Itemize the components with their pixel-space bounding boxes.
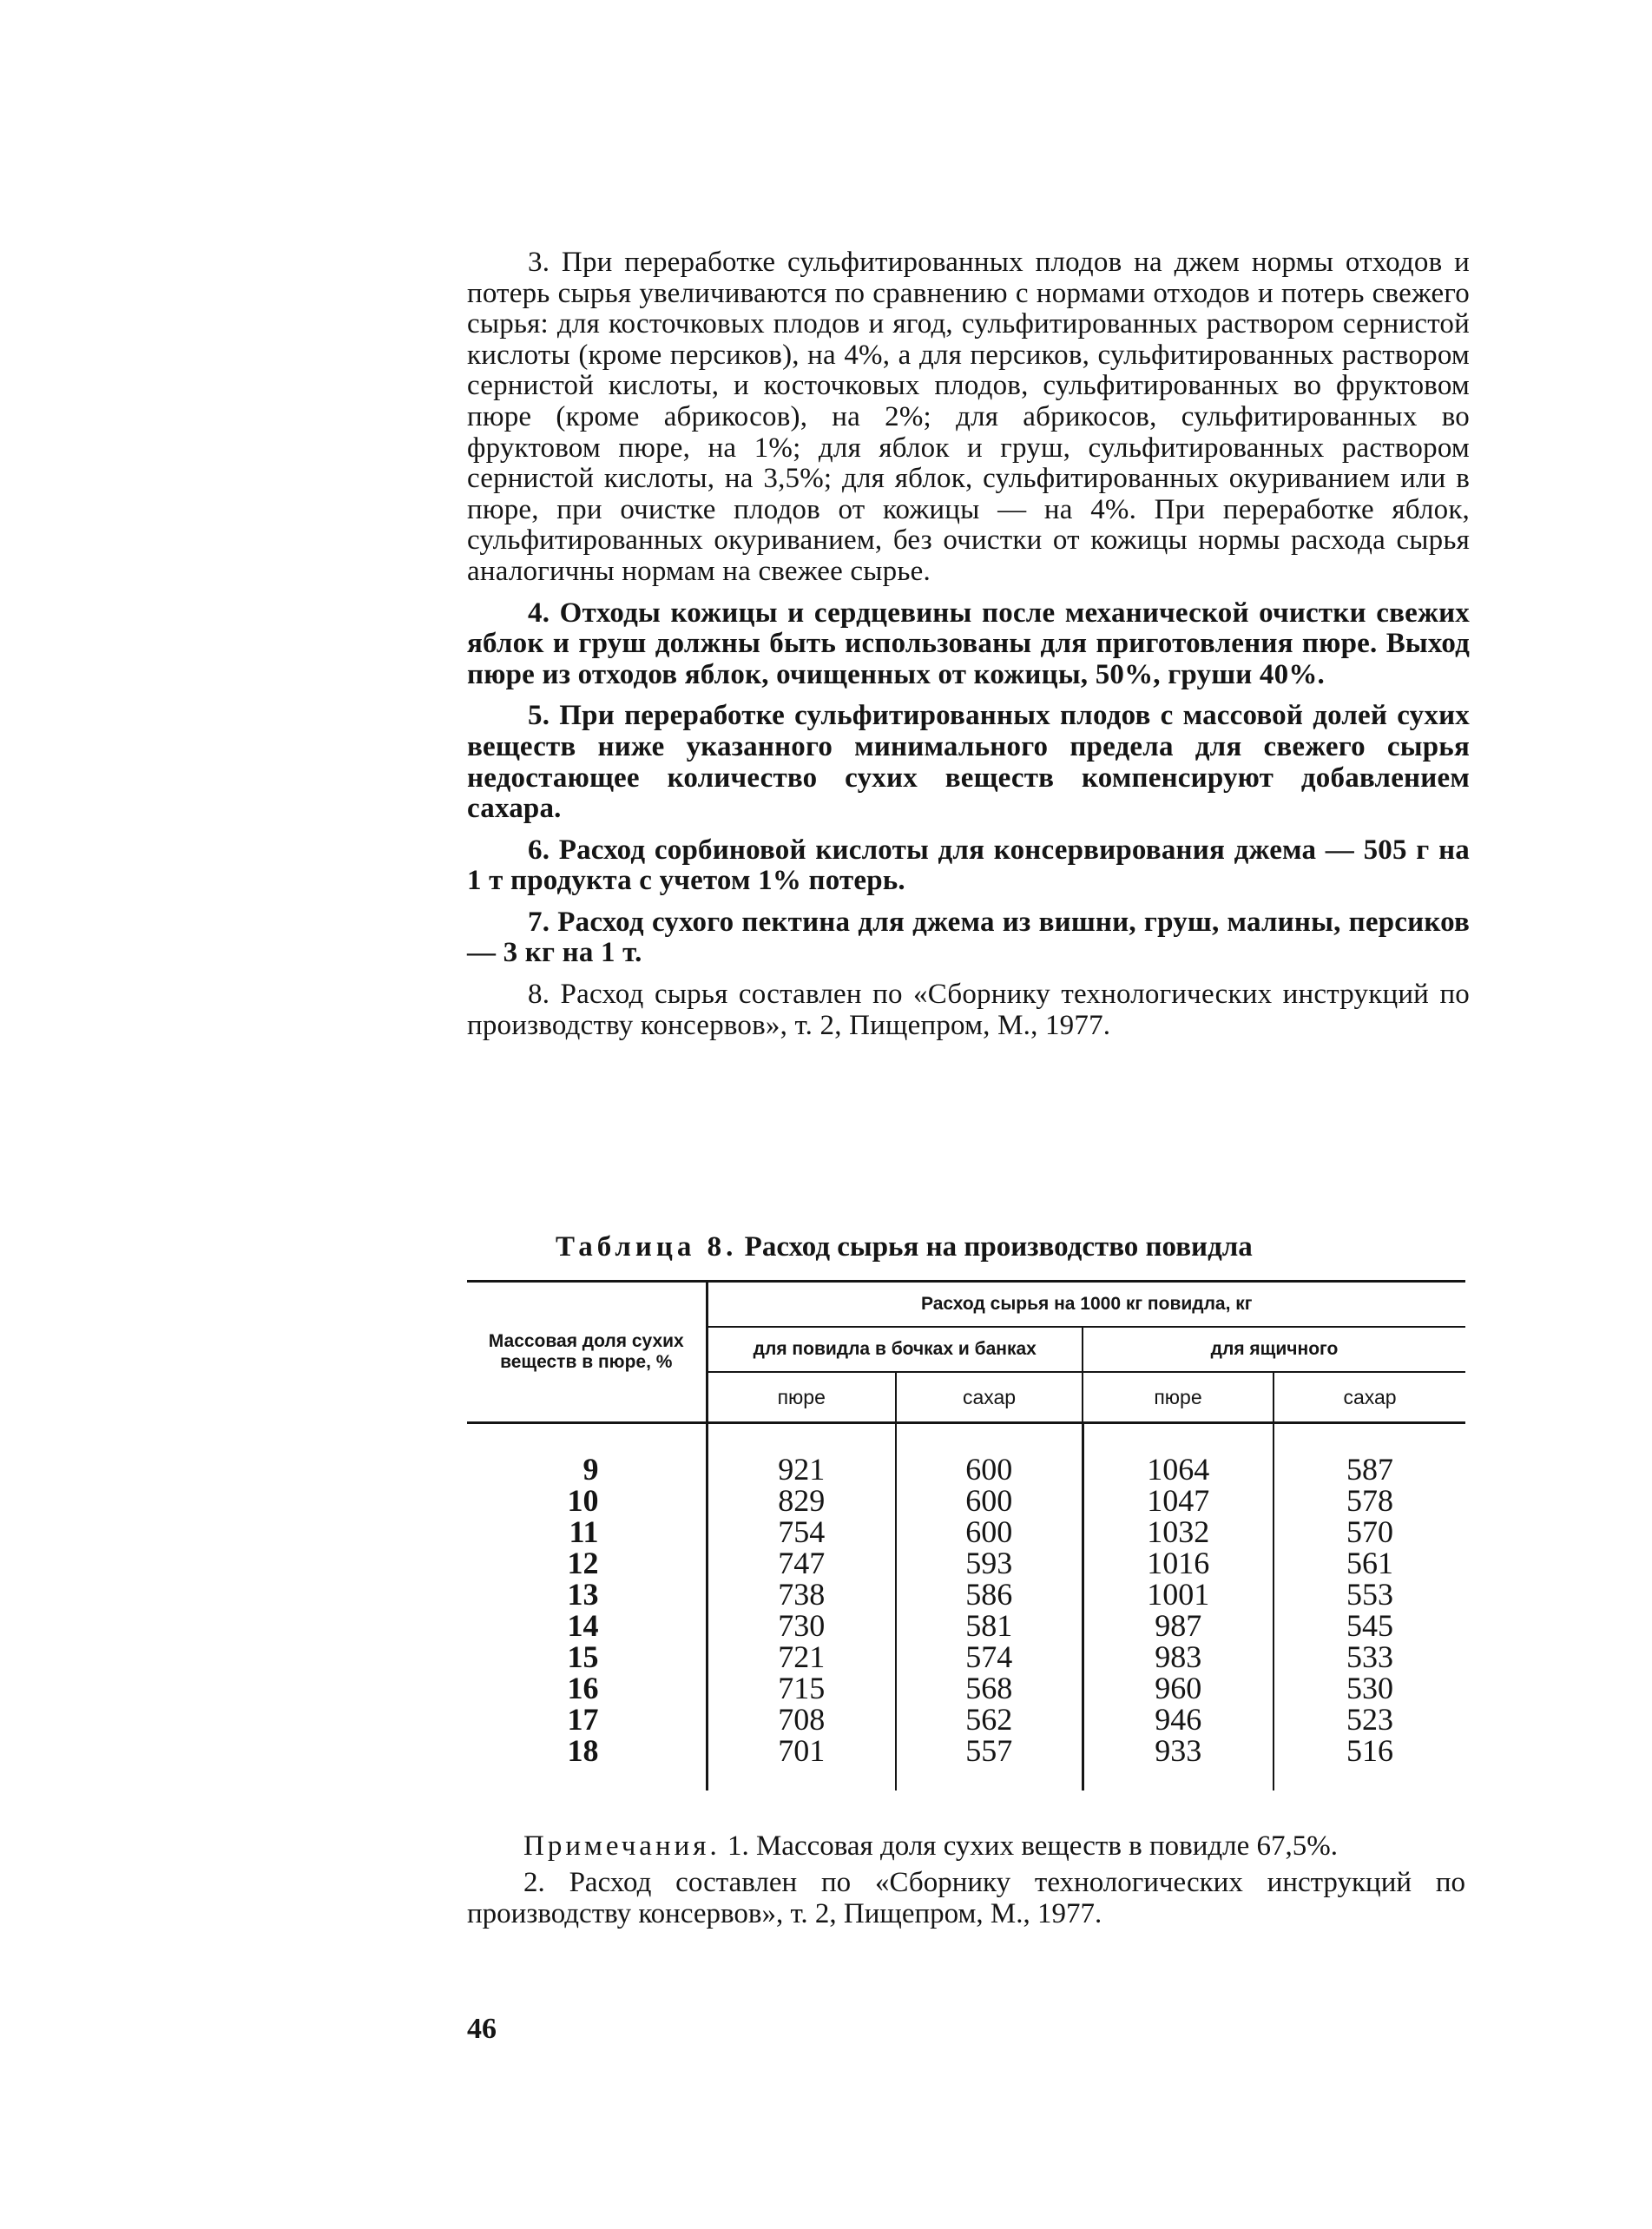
cell-puree-boxed: 1047 (1083, 1485, 1274, 1516)
cell-dry-matter: 15 (467, 1641, 707, 1672)
cell-puree-boxed: 1032 (1083, 1516, 1274, 1547)
cell-puree-barrels: 754 (707, 1516, 896, 1547)
cell-sugar-boxed: 530 (1346, 1671, 1393, 1705)
cell-sugar-boxed: 545 (1346, 1608, 1393, 1643)
cell-dry-matter: 12 (467, 1547, 707, 1579)
note-1-text: 1. Массовая доля сухих веществ в повидле 67,5%. (727, 1830, 1339, 1862)
header-sugar-2: сахар (1343, 1386, 1397, 1408)
cell-sugar-barrels: 574 (896, 1641, 1083, 1672)
cell-sugar-boxed: 533 (1346, 1639, 1393, 1674)
table-title (556, 1231, 1406, 1263)
cell-sugar-boxed: 523 (1346, 1702, 1393, 1737)
cell-puree-boxed: 1016 (1083, 1547, 1274, 1579)
cell-puree-boxed: 960 (1083, 1672, 1274, 1704)
table-header-row (467, 1282, 1465, 1328)
cell-puree-boxed: 933 (1083, 1735, 1274, 1790)
header-puree-2: пюре (1083, 1372, 1274, 1423)
note-1 (467, 1830, 1465, 1862)
cell-dry-matter: 11 (467, 1516, 707, 1547)
table-row (467, 1672, 1465, 1704)
cell-sugar-boxed: 516 (1346, 1733, 1393, 1768)
header-barrels-jars: для повидла в бочках и банках (707, 1327, 1083, 1372)
table-row (467, 1547, 1465, 1579)
table-row (467, 1516, 1465, 1547)
table-row (467, 1423, 1465, 1486)
cell-puree-barrels: 747 (707, 1547, 896, 1579)
page-number: 46 (467, 2013, 497, 2045)
cell-sugar-boxed: 578 (1346, 1483, 1393, 1518)
cell-sugar-barrels: 557 (896, 1735, 1083, 1790)
cell-puree-barrels: 738 (707, 1579, 896, 1610)
paragraph-8: 8. Расход сырья составлен по «Сборнику технологических инструкций по производству консервов», т. 2, Пищепром, М., 1977. (467, 979, 1470, 1041)
cell-dry-matter: 17 (467, 1704, 707, 1735)
cell-sugar-barrels: 568 (896, 1672, 1083, 1704)
cell-puree-barrels: 829 (707, 1485, 896, 1516)
paragraph-7: 7. Расход сухого пектина для джема из вишни, груш, малины, персиков — 3 кг на 1 т. (467, 906, 1470, 969)
table-row (467, 1485, 1465, 1516)
cell-dry-matter: 10 (467, 1485, 707, 1516)
table-row (467, 1641, 1465, 1672)
cell-puree-boxed: 1001 (1083, 1579, 1274, 1610)
cell-dry-matter: 14 (467, 1610, 707, 1641)
cell-puree-boxed: 987 (1083, 1610, 1274, 1641)
table-row (467, 1735, 1465, 1790)
cell-sugar-barrels: 593 (896, 1547, 1083, 1579)
paragraph-4: 4. Отходы кожицы и сердцевины после механической очистки свежих яблок и груш должны быть использованы для приготовления пюре. Выход пюре из отходов яблок, очищенных от кожицы, 50%, груши 40%. (467, 597, 1470, 690)
table-row (467, 1579, 1465, 1610)
table-title-label: Таблица 8. (556, 1231, 738, 1263)
table-title-text: Расход сырья на производство повидла (744, 1231, 1253, 1263)
paragraph-6: 6. Расход сорбиновой кислоты для консервирования джема — 505 г на 1 т продукта с учетом 1% потерь. (467, 834, 1470, 897)
header-sugar-1: сахар (896, 1372, 1083, 1423)
cell-puree-barrels: 721 (707, 1641, 896, 1672)
body-text (467, 247, 1470, 1052)
cell-puree-boxed: 946 (1083, 1704, 1274, 1735)
header-boxed: для ящичного (1083, 1327, 1465, 1372)
notes-label: Примечания. (523, 1830, 721, 1862)
table-body (467, 1423, 1465, 1791)
cell-sugar-barrels: 600 (896, 1485, 1083, 1516)
cell-sugar-boxed: 570 (1346, 1514, 1393, 1549)
cell-puree-barrels: 701 (707, 1735, 896, 1790)
cell-dry-matter: 9 (467, 1423, 707, 1486)
cell-dry-matter: 16 (467, 1672, 707, 1704)
header-puree-1: пюре (707, 1372, 896, 1423)
cell-puree-barrels: 708 (707, 1704, 896, 1735)
cell-dry-matter: 18 (467, 1735, 707, 1790)
paragraph-5: 5. При переработке сульфитированных плодов с массовой долей сухих веществ ниже указанного минимального предела для свежего сырья недостающее количество сухих веществ компенсируют добавлением сахара. (467, 700, 1470, 825)
cell-puree-barrels: 921 (707, 1423, 896, 1486)
cell-sugar-boxed: 587 (1346, 1452, 1393, 1487)
cell-sugar-boxed: 561 (1346, 1546, 1393, 1580)
table-row (467, 1610, 1465, 1641)
cell-puree-barrels: 715 (707, 1672, 896, 1704)
cell-sugar-barrels: 562 (896, 1704, 1083, 1735)
table-row (467, 1704, 1465, 1735)
cell-sugar-barrels: 581 (896, 1610, 1083, 1641)
cell-dry-matter: 13 (467, 1579, 707, 1610)
header-consumption-group: Расход сырья на 1000 кг повидла, кг (707, 1282, 1465, 1328)
cell-sugar-barrels: 600 (896, 1423, 1083, 1486)
header-dry-matter: Массовая доля сухих веществ в пюре, % (467, 1282, 707, 1423)
notes (467, 1830, 1465, 1935)
consumption-table (467, 1280, 1465, 1790)
paragraph-3: 3. При переработке сульфитированных плодов на джем нормы отходов и потерь сырья увеличиваются по сравнению с нормами отходов и потерь свежего сырья: для косточковых плодов и ягод, сульфитированных раствором сернистой кислоты (кроме персиков), на 4%, а для персиков, сульфитированных раствором сернистой кислоты, и косточковых плодов, сульфитированных во фруктовом пюре (кроме абрикосов), на 2%; для абрикосов, сульфитированных во фруктовом пюре, на 1%; для яблок и груш, сульфитированных раствором сернистой кислоты, на 3,5%; для яблок, сульфитированных окуриванием или в пюре, при очистке плодов от кожицы — на 4%. При переработке яблок, сульфитированных окуриванием, без очистки от кожицы нормы расхода сырья аналогичны нормам на свежее сырье. (467, 247, 1470, 587)
cell-sugar-boxed: 553 (1346, 1577, 1393, 1612)
note-2: 2. Расход составлен по «Сборнику технологических инструкций по производству консервов», т. 2, Пищепром, М., 1977. (467, 1867, 1465, 1929)
cell-puree-barrels: 730 (707, 1610, 896, 1641)
cell-sugar-barrels: 586 (896, 1579, 1083, 1610)
cell-puree-boxed: 983 (1083, 1641, 1274, 1672)
cell-sugar-barrels: 600 (896, 1516, 1083, 1547)
cell-puree-boxed: 1064 (1083, 1423, 1274, 1486)
